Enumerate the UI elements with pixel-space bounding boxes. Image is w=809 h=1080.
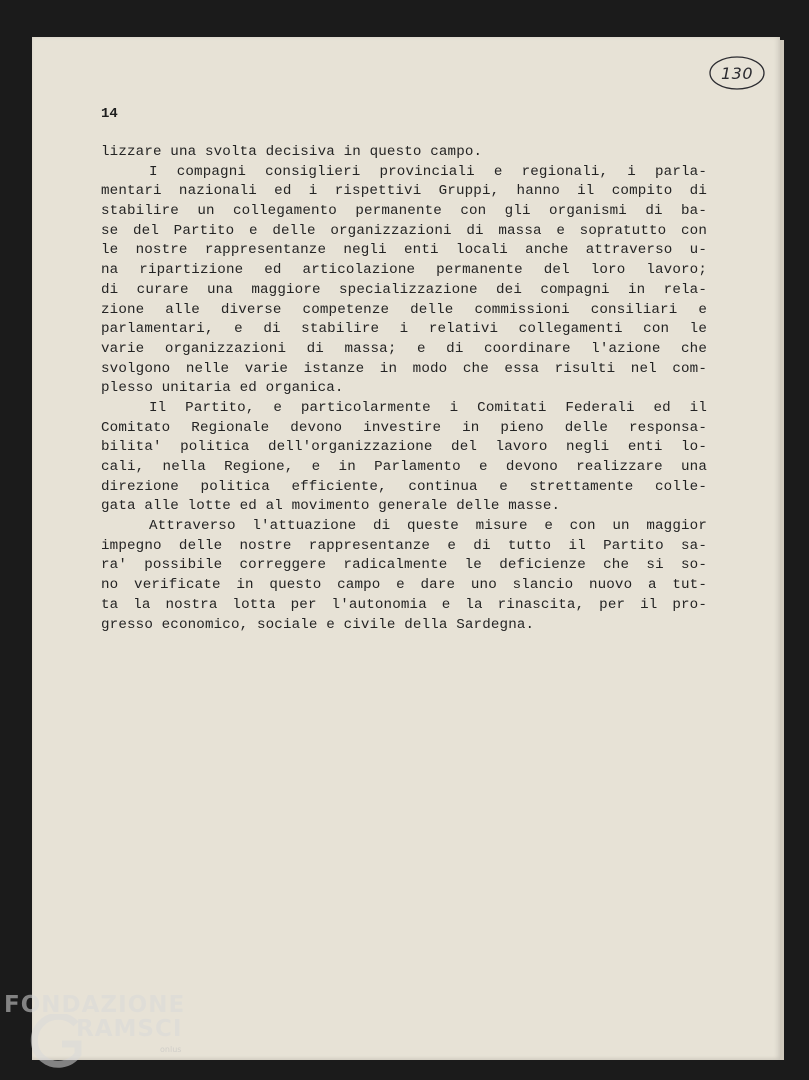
text-line: cali, nella Regione, e in Parlamento e devono realizzare una <box>101 459 707 475</box>
text-line: ta la nostra lotta per l'autonomia e la rinascita, per il pro- <box>101 596 707 613</box>
text-line: Il Partito, e particolarmente i Comitati Federali ed il <box>149 399 707 416</box>
archive-stamp <box>708 54 766 92</box>
watermark-subtitle: RAMSCI <box>76 1016 183 1042</box>
text-line: Comitato Regionale devono investire in pieno delle responsa- <box>101 419 707 436</box>
watermark-onlus: onlus <box>160 1045 182 1054</box>
text-line: di curare una maggiore specializzazione dei compagni in rela- <box>101 281 707 298</box>
text-line: svolgono nelle varie istanze in modo che essa risulti nel com- <box>101 360 707 377</box>
text-line: se del Partito e delle organizzazioni di massa e sopratutto con <box>101 222 707 239</box>
text-line: plesso unitaria ed organica. <box>101 380 344 397</box>
text-line: no verificate in questo campo e dare uno slancio nuovo a tut- <box>101 577 707 594</box>
text-line: na ripartizione ed articolazione permanente del loro lavoro; <box>101 262 707 279</box>
text-line: varie organizzazioni di massa; e di coordinare l'azione che <box>101 340 707 357</box>
text-line: I compagni consiglieri provinciali e regionali, i parla- <box>149 163 707 180</box>
archive-number: 130 <box>720 63 754 83</box>
page-number: 14 <box>101 106 118 122</box>
text-line: gata alle lotte ed al movimento generale delle masse. <box>101 498 561 515</box>
text-line: mentari nazionali ed i rispettivi Gruppi, hanno il compito di <box>101 183 707 200</box>
text-line: lizzare una svolta decisiva in questo campo. <box>101 144 483 160</box>
watermark-title: FONDAZIONE <box>4 992 186 1018</box>
text-line: Attraverso l'attuazione di queste misure e con un maggior <box>149 518 707 535</box>
text-line: gresso economico, sociale e civile della Sardegna. <box>101 616 535 633</box>
text-line: bilita' politica dell'organizzazione del lavoro negli enti lo- <box>101 439 707 456</box>
watermark <box>4 992 204 1072</box>
text-line: le nostre rappresentanze negli enti locali anche attraverso u- <box>101 242 707 259</box>
text-line: stabilire un collegamento permanente con gli organismi di ba- <box>101 203 707 220</box>
text-line: ra' possibile correggere radicalmente le deficienze che si so- <box>101 557 707 574</box>
body-text <box>101 143 707 635</box>
text-line: impegno delle nostre rappresentanze e di tutto il Partito sa- <box>101 537 707 554</box>
text-line: parlamentari, e di stabilire i relativi collegamenti con le <box>101 321 707 338</box>
text-line: zione alle diverse competenze delle commissioni consiliari e <box>101 301 707 318</box>
page-edge <box>780 40 784 1060</box>
text-line: direzione politica efficiente, continua e strettamente colle- <box>101 478 707 495</box>
document-page <box>32 37 780 1060</box>
